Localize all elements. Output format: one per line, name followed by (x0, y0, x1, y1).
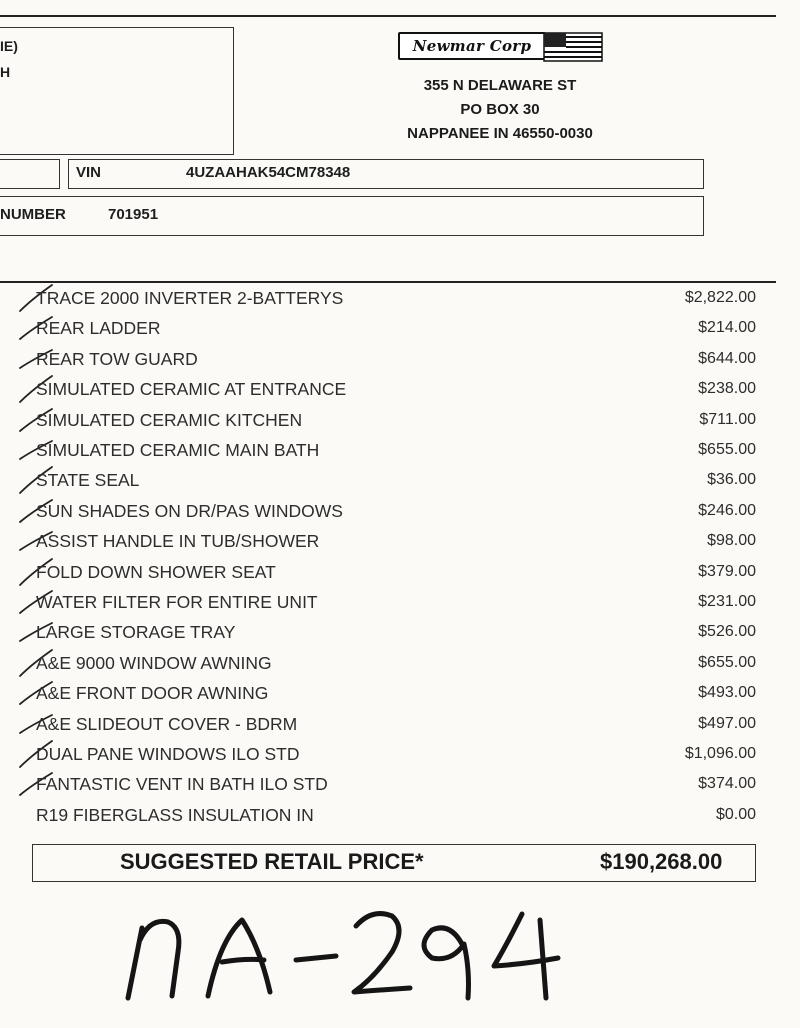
option-price: $497.00 (698, 714, 756, 732)
option-price: $379.00 (698, 562, 756, 580)
option-price: $644.00 (698, 349, 756, 367)
handwritten-note (110, 900, 580, 1010)
option-description: A&E FRONT DOOR AWNING (36, 683, 269, 704)
option-row (0, 346, 800, 376)
option-price: $493.00 (698, 684, 756, 702)
option-row (0, 407, 800, 437)
option-description: A&E SLIDEOUT COVER - BDRM (36, 713, 298, 734)
option-description: R19 FIBERGLASS INSULATION IN (36, 804, 314, 825)
option-price: $0.00 (715, 805, 756, 823)
option-description: STATE SEAL (36, 470, 140, 491)
number-box (0, 196, 704, 236)
option-row (0, 498, 800, 528)
option-description: A&E 9000 WINDOW AWNING (36, 652, 272, 673)
option-price: $238.00 (698, 380, 756, 398)
option-description: REAR LADDER (36, 318, 161, 339)
vin-label: VIN (76, 164, 102, 181)
option-description: FANTASTIC VENT IN BATH ILO STD (36, 774, 328, 795)
number-value: 701951 (108, 206, 159, 223)
vin-box (68, 159, 704, 189)
flag-icon (542, 30, 604, 64)
option-price: $526.00 (698, 623, 756, 641)
option-description: SIMULATED CERAMIC KITCHEN (36, 409, 303, 430)
option-description: SIMULATED CERAMIC AT ENTRANCE (36, 379, 347, 400)
option-price: $246.00 (698, 501, 756, 519)
dealer-box-line1: IE) (0, 38, 18, 54)
option-description: REAR TOW GUARD (36, 348, 198, 369)
option-row (0, 285, 800, 315)
vin-value: 4UZAAHAK54CM78348 (186, 164, 351, 181)
option-description: SUN SHADES ON DR/PAS WINDOWS (36, 500, 343, 521)
option-row (0, 437, 800, 467)
option-price: $711.00 (699, 410, 756, 428)
option-description: DUAL PANE WINDOWS ILO STD (36, 744, 300, 764)
number-label: NUMBER (0, 206, 66, 223)
option-price: $231.00 (698, 593, 756, 610)
option-price: $655.00 (698, 653, 756, 671)
option-description: SIMULATED CERAMIC MAIN BATH (36, 440, 320, 460)
option-row (0, 741, 800, 771)
dealer-box-line2: H (0, 64, 11, 80)
total-label: SUGGESTED RETAIL PRICE* (120, 849, 424, 874)
logo-text: Newmar Corp (412, 37, 532, 55)
option-row (0, 680, 800, 710)
items-top-rule (0, 281, 776, 283)
dealer-box (0, 27, 234, 155)
logo-badge (398, 32, 546, 60)
option-row (0, 771, 800, 801)
vin-left-box (0, 159, 60, 189)
option-row (0, 315, 800, 345)
newmar-logo (398, 30, 606, 64)
option-row (0, 376, 800, 406)
option-price: $1,096.00 (684, 745, 756, 762)
option-row (0, 467, 800, 497)
option-description: LARGE STORAGE TRAY (36, 622, 236, 643)
option-description: TRACE 2000 INVERTER 2-BATTERYS (36, 288, 344, 308)
option-row (0, 650, 800, 680)
option-row (0, 589, 800, 619)
option-row (0, 802, 800, 832)
option-description: ASSIST HANDLE IN TUB/SHOWER (36, 531, 320, 552)
option-price: $374.00 (698, 775, 756, 793)
option-row (0, 619, 800, 649)
option-description: FOLD DOWN SHOWER SEAT (36, 561, 276, 582)
option-price: $36.00 (707, 471, 756, 489)
option-row (0, 711, 800, 741)
total-value: $190,268.00 (600, 849, 723, 874)
address-line1: 355 N DELAWARE ST (423, 77, 577, 94)
option-price: $2,822.00 (684, 289, 756, 306)
option-description: WATER FILTER FOR ENTIRE UNIT (36, 592, 318, 612)
option-row (0, 559, 800, 589)
address-line2: PO BOX 30 (460, 101, 540, 118)
option-row (0, 528, 800, 558)
address-line3: NAPPANEE IN 46550-0030 (407, 125, 593, 142)
option-price: $214.00 (698, 319, 756, 337)
option-price: $98.00 (707, 532, 756, 550)
top-rule (0, 15, 776, 17)
option-price: $655.00 (698, 441, 756, 458)
